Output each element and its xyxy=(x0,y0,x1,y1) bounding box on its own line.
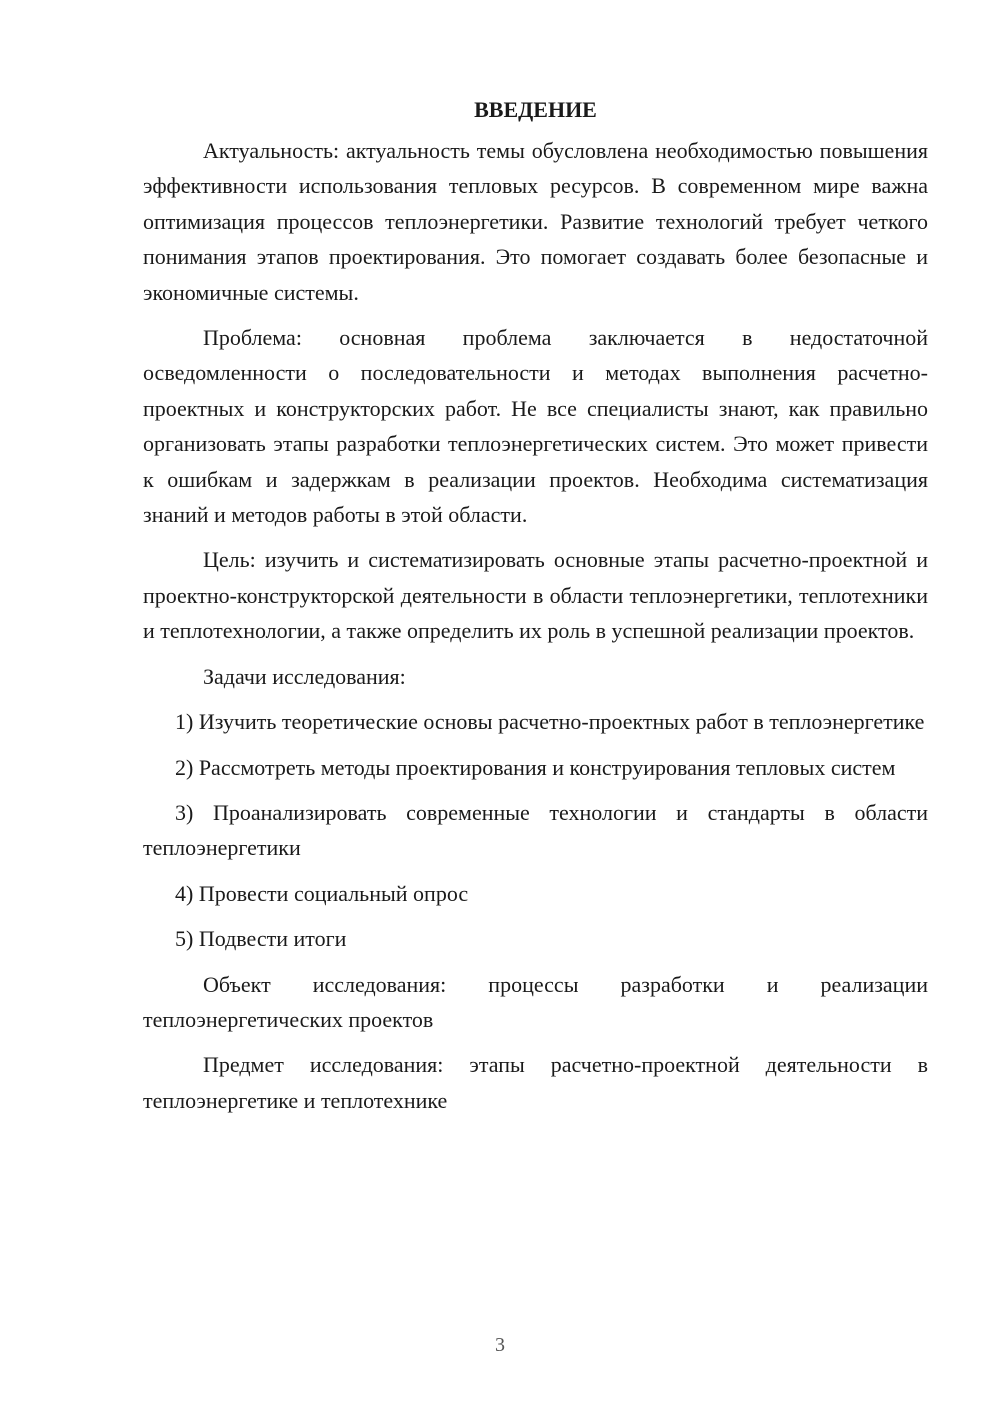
page-title: ВВЕДЕНИЕ xyxy=(474,97,597,122)
list-item-task-4: 4) Провести социальный опрос xyxy=(175,880,469,906)
paragraph-object: Объект исследования: процессы разработки и реализации теплоэнергетических проектов xyxy=(143,971,928,1032)
paragraph-goal: Цель: изучить и систематизировать основные этапы расчетно-проектной и проектно-конструкторской деятельности в области теплоэнергетики, теплотехники и теплотехнологии, а также определить их роль в успешной реализации проектов. xyxy=(143,547,928,644)
list-item-task-1: 1) Изучить теоретические основы расчетно-проектных работ в теплоэнергетике xyxy=(175,709,925,735)
list-item-task-2: 2) Рассмотреть методы проектирования и конструирования тепловых систем xyxy=(175,754,896,780)
list-item-task-5: 5) Подвести итоги xyxy=(175,926,347,952)
list-item-task-3: 3) Проанализировать современные технологии и стандарты в области теплоэнергетики xyxy=(143,799,928,861)
page-number: 3 xyxy=(495,1334,505,1356)
document-page xyxy=(143,92,928,1128)
paragraph-problem: Проблема: основная проблема заключается в недостаточной осведомленности о последовательности и методах выполнения расчетно-проектных и конструкторских работ. Не все специалисты знают, как правильно организовать этапы разработки теплоэнергетических систем. Это может привести к ошибкам и задержкам в реализации проектов. Необходима систематизация знаний и методов работы в этой области. xyxy=(143,325,928,528)
tasks-heading: Задачи исследования: xyxy=(203,663,406,689)
paragraph-relevance: Актуальность: актуальность темы обусловлена необходимостью повышения эффективности использования тепловых ресурсов. В современном мире важна оптимизация процессов теплоэнергетики. Развитие технологий требует четкого понимания этапов проектирования. Это помогает создавать более безопасные и экономичные системы. xyxy=(143,138,928,305)
paragraph-subject: Предмет исследования: этапы расчетно-проектной деятельности в теплоэнергетике и теплотехнике xyxy=(143,1052,928,1113)
